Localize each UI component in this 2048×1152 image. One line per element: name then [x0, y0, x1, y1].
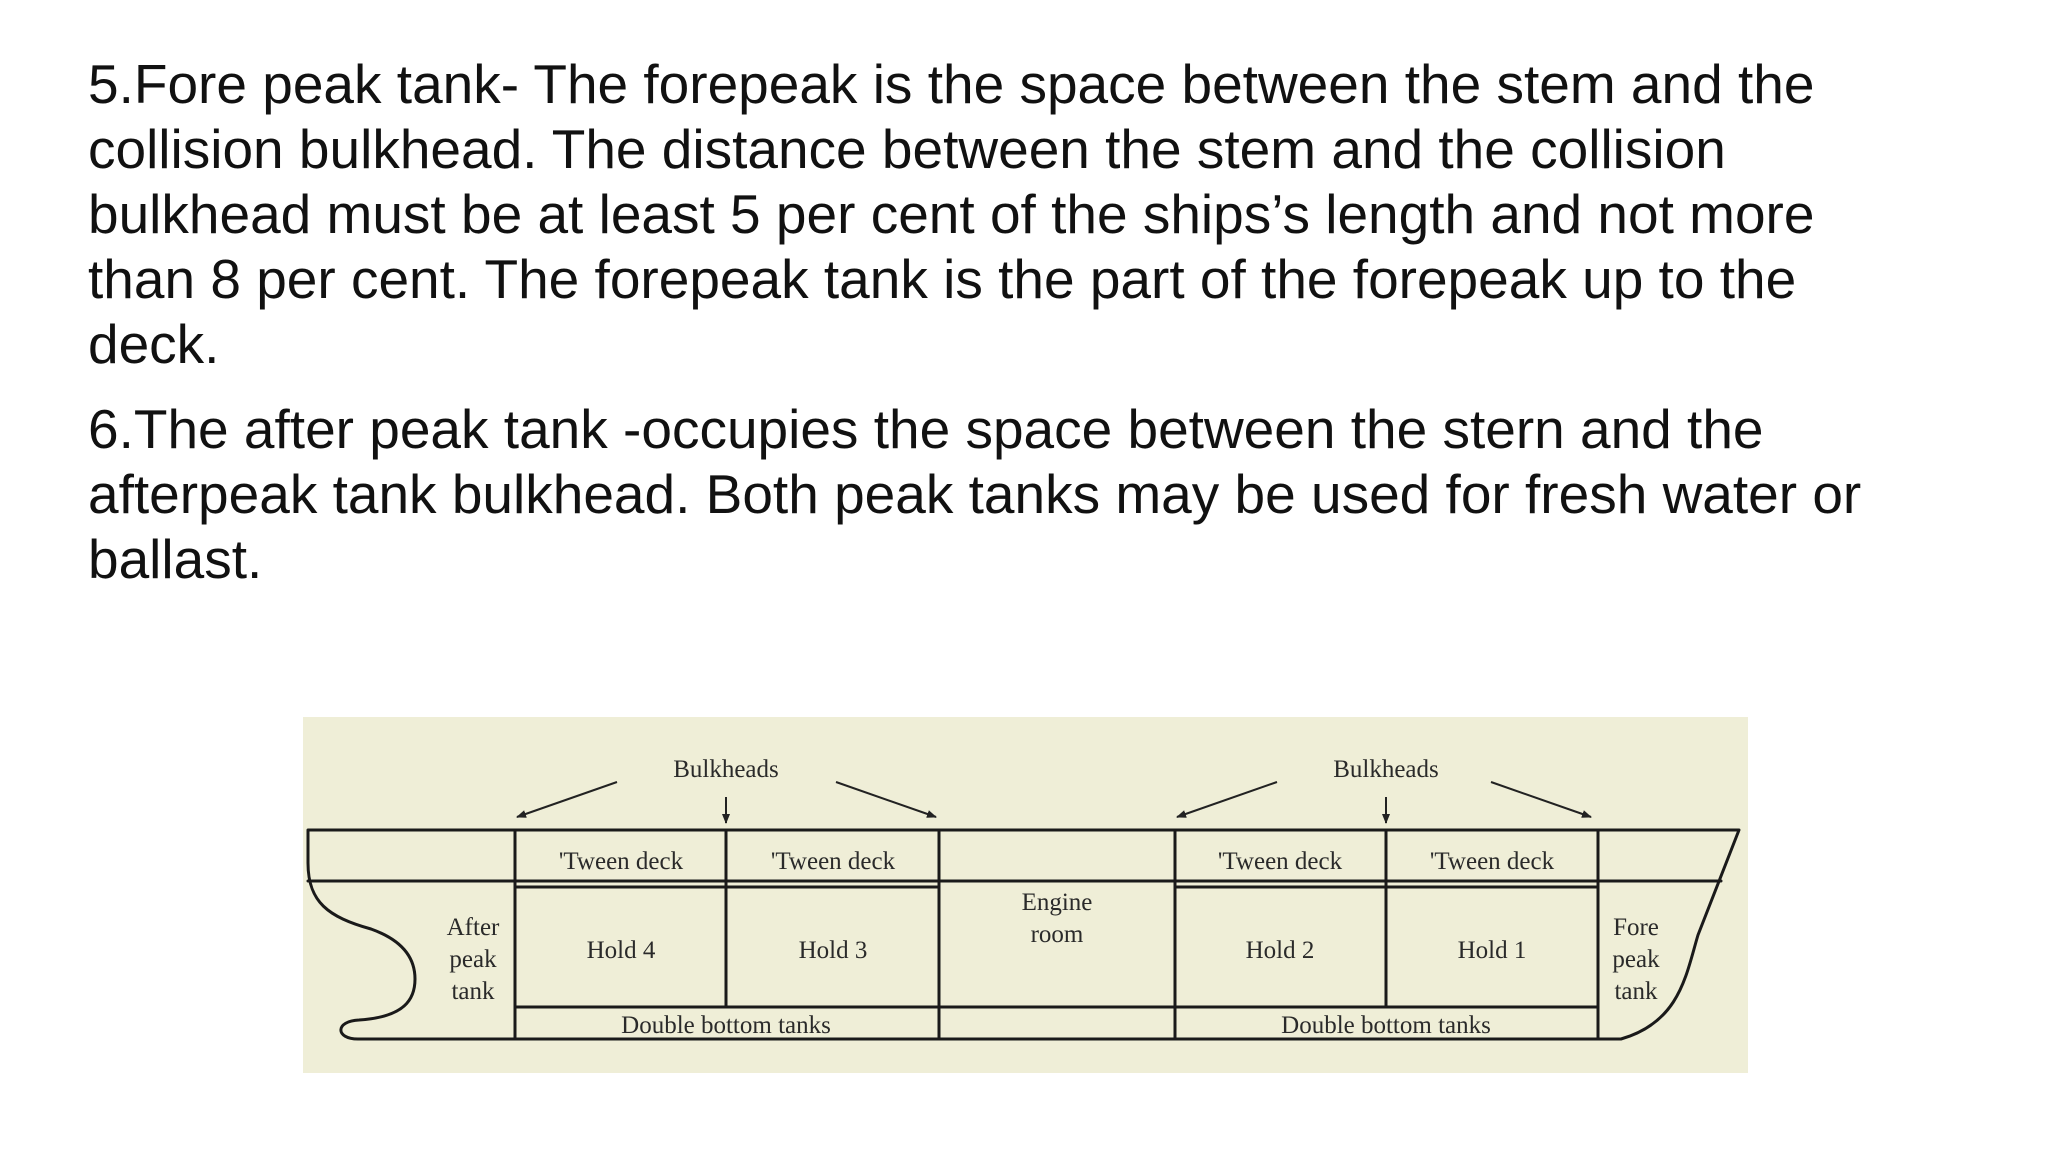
text-line: 5.Fore peak tank- The forepeak is the space between the stem and the — [88, 53, 1815, 115]
hold-3-label: Hold 3 — [798, 937, 868, 964]
text-line: ballast. — [88, 528, 263, 590]
arrow-left-2 — [1177, 782, 1277, 817]
hold-2-label: Hold 2 — [1245, 937, 1315, 964]
arrow-right-1 — [836, 782, 936, 817]
paragraph-fore-peak-tank — [88, 52, 1968, 377]
text-line: than 8 per cent. The forepeak tank is the part of the forepeak up to the — [88, 248, 1797, 310]
arrow-right-2 — [1491, 782, 1591, 817]
tween-deck-label: 'Tween deck — [558, 848, 684, 875]
bulkheads-label-left: Bulkheads — [673, 756, 779, 783]
engine-room-label: Engine — [1021, 889, 1093, 916]
text-line: deck. — [88, 313, 220, 375]
fore-peak-label: Fore — [1613, 914, 1659, 941]
engine-room-label: room — [1030, 921, 1084, 948]
after-peak-label: peak — [449, 946, 497, 973]
double-bottom-tanks-label: Double bottom tanks — [1281, 1012, 1491, 1039]
hold-1-label: Hold 1 — [1457, 937, 1527, 964]
after-peak-label: After — [446, 914, 500, 941]
slide-body-text — [88, 52, 1968, 592]
tween-deck-label: 'Tween deck — [1429, 848, 1555, 875]
arrow-left-1 — [517, 782, 617, 817]
after-peak-label: tank — [451, 978, 495, 1005]
paragraph-after-peak-tank — [88, 397, 1968, 592]
fore-peak-label: tank — [1614, 978, 1658, 1005]
tween-deck-label: 'Tween deck — [770, 848, 896, 875]
fore-peak-label: peak — [1612, 946, 1660, 973]
text-line: bulkhead must be at least 5 per cent of the ships’s length and not more — [88, 183, 1815, 245]
tween-deck-label: 'Tween deck — [1217, 848, 1343, 875]
bulkhead-arrows — [517, 782, 1591, 823]
ship-diagram-svg — [303, 717, 1748, 1073]
double-bottom-tanks-label: Double bottom tanks — [621, 1012, 831, 1039]
ship-compartments-diagram — [303, 717, 1748, 1073]
bulkheads-label-right: Bulkheads — [1333, 756, 1439, 783]
text-line: afterpeak tank bulkhead. Both peak tanks may be used for fresh water or — [88, 463, 1862, 525]
text-line: 6.The after peak tank -occupies the space between the stern and the — [88, 398, 1764, 460]
text-line: collision bulkhead. The distance between the stem and the collision — [88, 118, 1726, 180]
hold-4-label: Hold 4 — [586, 937, 656, 964]
